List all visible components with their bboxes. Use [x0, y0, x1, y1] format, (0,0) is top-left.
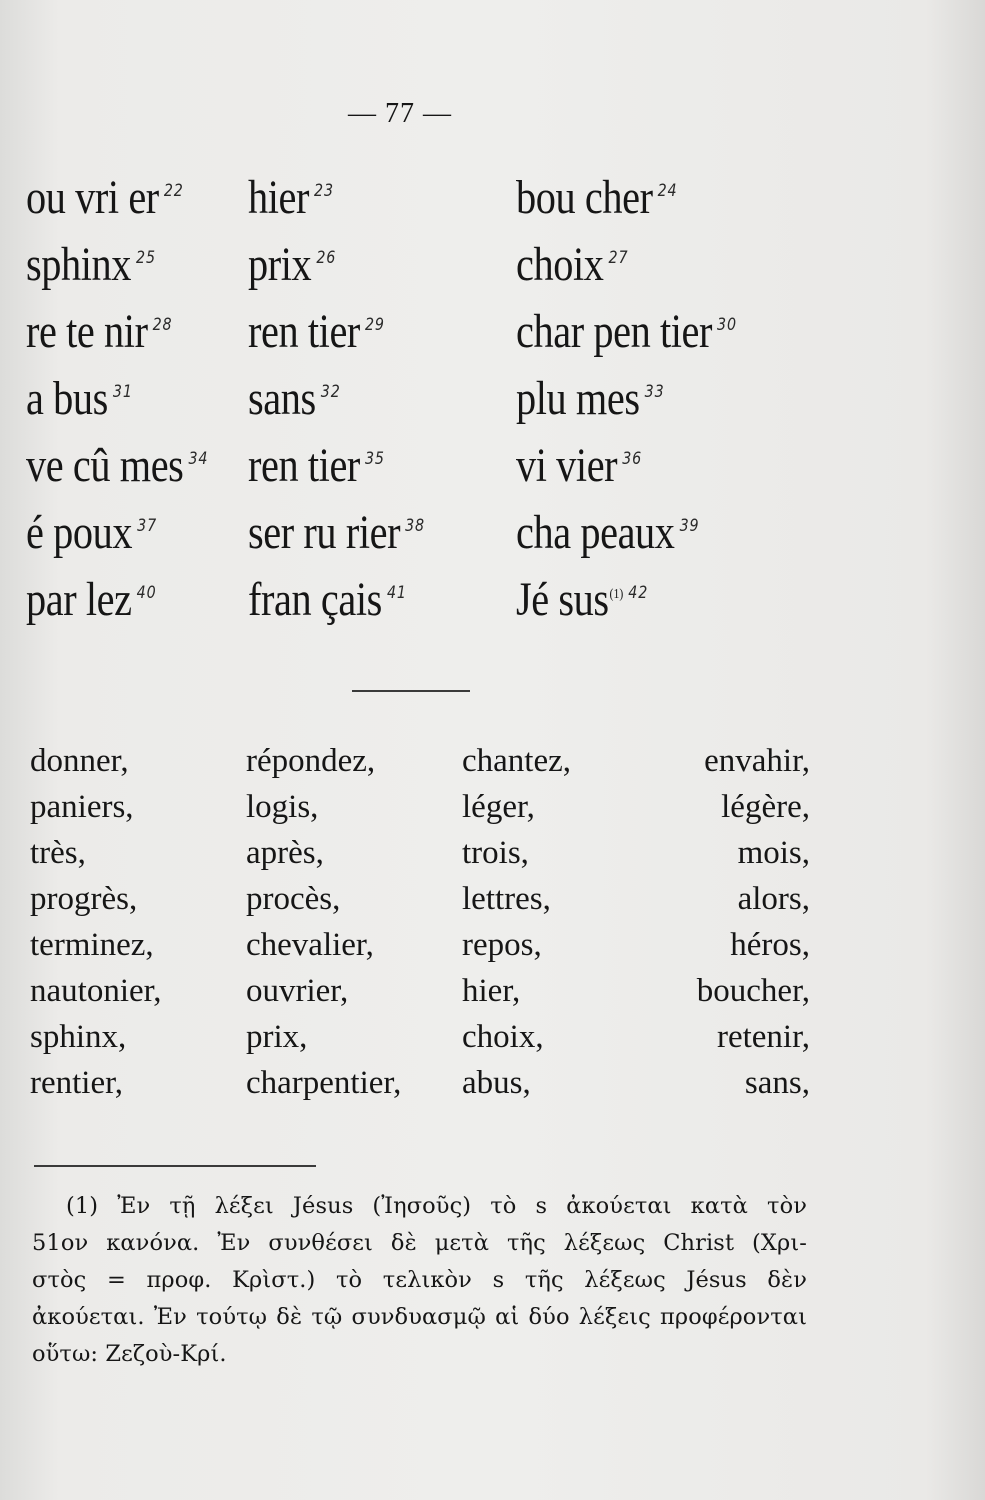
word-cell: mois,	[737, 835, 810, 871]
syllable-row	[26, 560, 846, 627]
handwritten-number: 37	[137, 516, 158, 536]
syllable-word	[248, 292, 385, 365]
syllable-word	[516, 359, 665, 432]
syllable-word	[516, 292, 737, 365]
word-cell: nautonier,	[30, 973, 162, 1009]
footnote-line: (1) Ἐν τῇ λέξει Jésus (Ἰησοῦς) τὸ s ἀκούεται κατὰ τὸν	[66, 1193, 807, 1219]
word-cell: progrès,	[30, 881, 138, 917]
syllable-word	[248, 359, 341, 432]
word-cell: rentier,	[30, 1065, 124, 1101]
syllable-text: Jé sus	[516, 573, 609, 626]
syllable-text: re te nir	[26, 305, 148, 358]
word-cell: boucher,	[696, 973, 810, 1009]
syllable-text: ve cû mes	[26, 439, 184, 492]
word-table	[30, 738, 810, 1106]
section-divider	[352, 690, 470, 692]
handwritten-number: 30	[717, 315, 737, 335]
handwritten-number: 34	[188, 449, 209, 469]
syllable-text: ren tier	[248, 305, 360, 358]
syllable-word	[26, 158, 184, 231]
syllable-row	[26, 359, 846, 426]
word-row	[30, 784, 810, 830]
handwritten-number: 39	[679, 516, 700, 536]
handwritten-number: 41	[386, 583, 407, 603]
footnote	[32, 1188, 807, 1373]
handwritten-number: 28	[152, 315, 173, 335]
syllable-text: par lez	[26, 573, 132, 626]
syllable-row	[26, 158, 846, 225]
word-cell: légère,	[721, 789, 810, 825]
syllable-text: ou vri er	[26, 171, 159, 224]
word-cell: prix,	[246, 1019, 308, 1055]
word-cell: hier,	[462, 973, 521, 1009]
syllable-text: cha peaux	[516, 506, 675, 559]
syllable-text: plu mes	[516, 372, 640, 425]
syllable-word	[26, 560, 157, 633]
syllable-word	[248, 493, 425, 566]
syllable-text: bou cher	[516, 171, 653, 224]
syllable-word	[26, 225, 156, 298]
syllable-text: prix	[248, 238, 312, 291]
syllable-text: ser ru rier	[248, 506, 401, 559]
handwritten-number: 29	[364, 315, 385, 335]
footnote-line: ἀκούεται. Ἐν τούτῳ δὲ τῷ συνδυασμῷ αἱ δύο λέξεις προφέρονται	[32, 1304, 807, 1330]
word-cell: répondez,	[246, 743, 376, 779]
word-cell: après,	[246, 835, 324, 871]
handwritten-number: 42	[628, 583, 649, 603]
word-cell: sphinx,	[30, 1019, 127, 1055]
word-cell: donner,	[30, 743, 129, 779]
handwritten-number: 38	[405, 516, 425, 536]
syllable-word	[516, 225, 628, 298]
word-cell: chantez,	[462, 743, 572, 779]
word-cell: léger,	[462, 789, 535, 825]
syllable-text: vi vier	[516, 439, 618, 492]
syllable-word	[516, 493, 699, 566]
syllable-row	[26, 426, 846, 493]
footnote-reference: (1)	[609, 587, 624, 602]
handwritten-number: 23	[314, 181, 334, 201]
word-cell: logis,	[246, 789, 319, 825]
syllable-table	[26, 158, 846, 627]
word-cell: abus,	[462, 1065, 531, 1101]
word-row	[30, 968, 810, 1014]
page-number: — 77 —	[348, 98, 452, 129]
syllable-text: a bus	[26, 372, 108, 425]
word-cell: terminez,	[30, 927, 154, 963]
word-cell: ouvrier,	[246, 973, 349, 1009]
syllable-row	[26, 225, 846, 292]
syllable-word	[516, 560, 648, 633]
footnote-line: 51ον κανόνα. Ἐν συνθέσει δὲ μετὰ τῆς λέξεως Christ (Χρι-	[32, 1230, 807, 1256]
handwritten-number: 35	[364, 449, 385, 469]
syllable-word	[248, 225, 336, 298]
word-row	[30, 830, 810, 876]
word-row	[30, 876, 810, 922]
footnote-rule	[34, 1165, 316, 1167]
word-cell: sans,	[744, 1065, 810, 1101]
word-row	[30, 922, 810, 968]
syllable-text: choix	[516, 238, 604, 291]
syllable-text: é poux	[26, 506, 133, 559]
handwritten-number: 26	[316, 248, 337, 268]
word-row	[30, 1060, 810, 1106]
syllable-word	[248, 560, 407, 633]
handwritten-number: 25	[136, 248, 156, 268]
word-cell: alors,	[737, 881, 810, 917]
syllable-word	[248, 426, 385, 499]
handwritten-number: 24	[657, 181, 678, 201]
syllable-text: hier	[248, 171, 310, 224]
word-cell: très,	[30, 835, 86, 871]
handwritten-number: 33	[644, 382, 665, 402]
syllable-text: sans	[248, 372, 316, 425]
word-cell: procès,	[246, 881, 341, 917]
syllable-word	[248, 158, 334, 231]
word-cell: retenir,	[716, 1019, 810, 1055]
syllable-word	[26, 292, 172, 365]
word-row	[30, 1014, 810, 1060]
handwritten-number: 31	[112, 382, 133, 402]
word-cell: trois,	[462, 835, 529, 871]
handwritten-number: 22	[163, 181, 184, 201]
syllable-word	[516, 426, 642, 499]
word-cell: charpentier,	[246, 1065, 402, 1101]
word-cell: héros,	[730, 927, 810, 963]
footnote-line: οὕτω: Ζεζοὺ-Κρί.	[32, 1341, 227, 1367]
word-cell: chevalier,	[246, 927, 374, 963]
word-row	[30, 738, 810, 784]
syllable-word	[26, 426, 208, 499]
word-cell: lettres,	[462, 881, 551, 917]
syllable-text: ren tier	[248, 439, 360, 492]
handwritten-number: 32	[320, 382, 341, 402]
syllable-text: char pen tier	[516, 305, 713, 358]
syllable-text: fran çais	[248, 573, 382, 626]
syllable-word	[26, 493, 157, 566]
handwritten-number: 40	[136, 583, 157, 603]
syllable-word	[516, 158, 677, 231]
handwritten-number: 36	[622, 449, 643, 469]
word-cell: repos,	[462, 927, 542, 963]
footnote-line: στὸς = προφ. Κρὶστ.) τὸ τελικὸν s τῆς λέξεως Jésus δὲν	[32, 1267, 807, 1293]
syllable-row	[26, 292, 846, 359]
syllable-text: sphinx	[26, 238, 132, 291]
word-cell: paniers,	[30, 789, 134, 825]
handwritten-number: 27	[608, 248, 629, 268]
word-cell: choix,	[462, 1019, 544, 1055]
syllable-word	[26, 359, 133, 432]
word-cell: envahir,	[704, 743, 810, 779]
syllable-row	[26, 493, 846, 560]
